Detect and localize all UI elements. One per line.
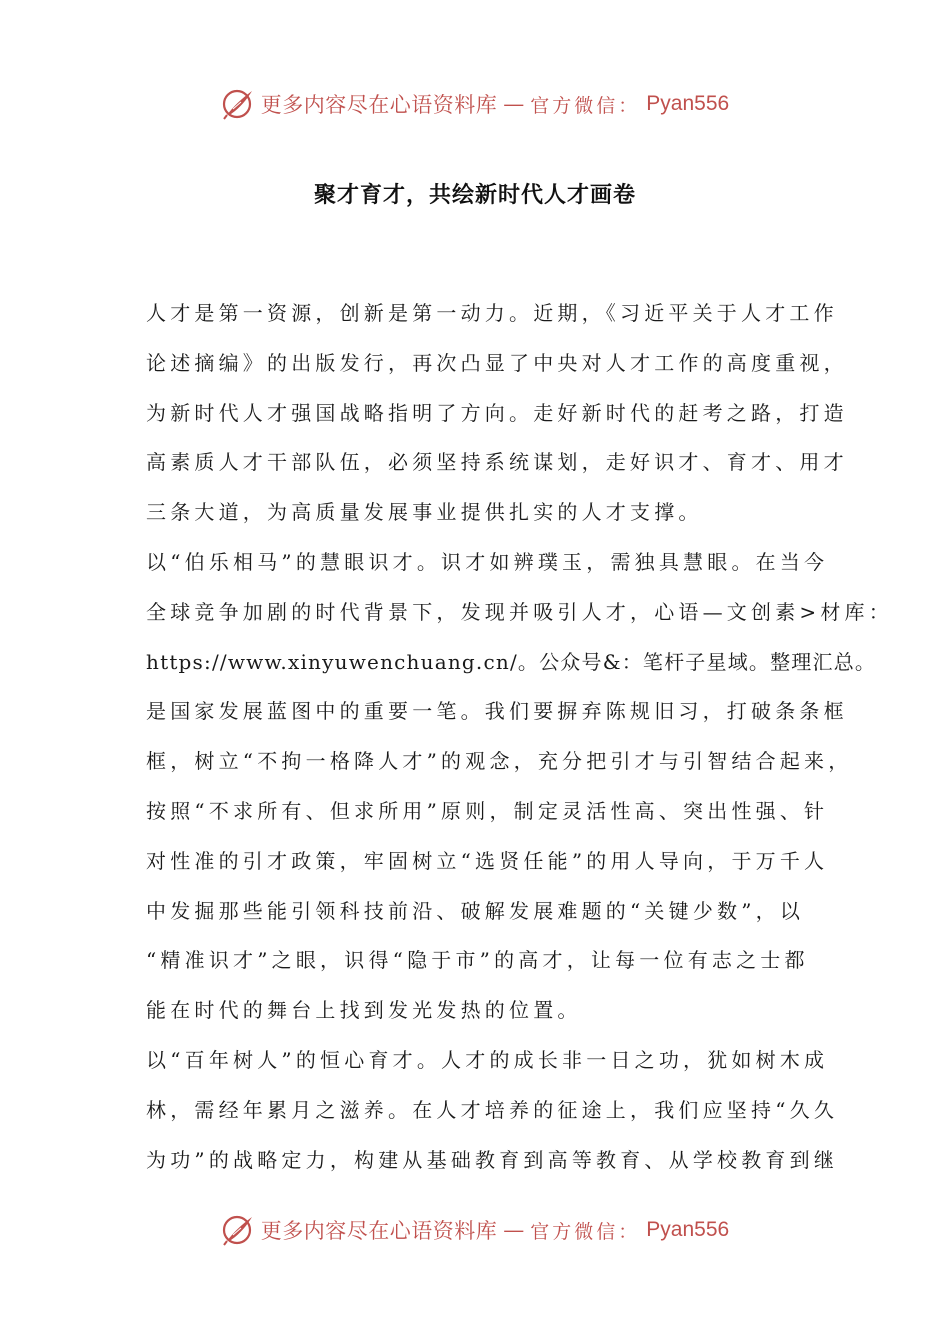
body-line: 按照“不求所有、但求所用”原则，制定灵活性高、突出性强、针 [146, 798, 829, 823]
banner-separator: — [503, 92, 525, 116]
banner-separator: — [503, 1218, 525, 1242]
body-line: 三条大道，为高质量发展事业提供扎实的人才支撑。 [146, 500, 703, 525]
body-line: 是国家发展蓝图中的重要一笔。我们要摒弃陈规旧习，打破条条框 [146, 699, 848, 724]
body-line: 以“伯乐相马”的慧眼识才。识才如辨璞玉，需独具慧眼。在当今 [146, 549, 829, 574]
body-line: 林，需经年累月之滋养。在人才培养的征途上，我们应坚持“久久 [146, 1097, 839, 1122]
document-title: 聚才育才，共绘新时代人才画卷 [313, 183, 636, 208]
body-line: 中发掘那些能引领科技前沿、破解发展难题的“关键少数”，以 [146, 898, 805, 923]
body-line: 框，树立“不拘一格降人才”的观念，充分把引才与引智结合起来， [146, 749, 853, 774]
banner-wechat-id: Pyan556 [646, 1218, 730, 1241]
body-line: 为功”的战略定力，构建从基础教育到高等教育、从学校教育到继 [146, 1147, 839, 1172]
body-line: 高素质人才干部队伍，必须坚持系统谋划，走好识才、育才、用才 [146, 450, 848, 475]
footer-banner [0, 1210, 950, 1250]
body-line: “精准识才”之眼，识得“隐于市”的高才，让每一位有志之士都 [146, 948, 809, 973]
body-line: 为新时代人才强国战略指明了方向。走好新时代的赶考之路，打造 [146, 400, 848, 425]
quill-pen-logo-icon [221, 87, 255, 121]
banner-brand-text: 更多内容尽在心语资料库 [260, 93, 498, 117]
header-banner [0, 84, 950, 124]
body-line: 能在时代的舞台上找到发光发热的位置。 [146, 998, 582, 1023]
document-body [146, 293, 893, 1189]
body-line: 论述摘编》的出版发行，再次凸显了中央对人才工作的高度重视， [146, 350, 848, 375]
banner-brand-text: 更多内容尽在心语资料库 [260, 1219, 498, 1243]
banner-wechat-label: 官方微信： [530, 94, 641, 117]
body-line: 对性准的引才政策，牢固树立“选贤任能”的用人导向，于万千人 [146, 848, 829, 873]
body-line: 以“百年树人”的恒心育才。人才的成长非一日之功，犹如树木成 [146, 1047, 829, 1072]
body-line: 全球竞争加剧的时代背景下，发现并吸引人才，心语—文创素>材库： [146, 599, 893, 624]
body-line: 人才是第一资源，创新是第一动力。近期，《习近平关于人才工作 [146, 301, 838, 325]
body-line-url: https://www.xinyuwenchuang.cn/。公众号&：笔杆子星域。整理汇总。 [146, 649, 877, 674]
banner-wechat-id: Pyan556 [646, 92, 730, 115]
banner-wechat-label: 官方微信： [530, 1220, 641, 1243]
quill-pen-logo-icon [221, 1213, 255, 1247]
